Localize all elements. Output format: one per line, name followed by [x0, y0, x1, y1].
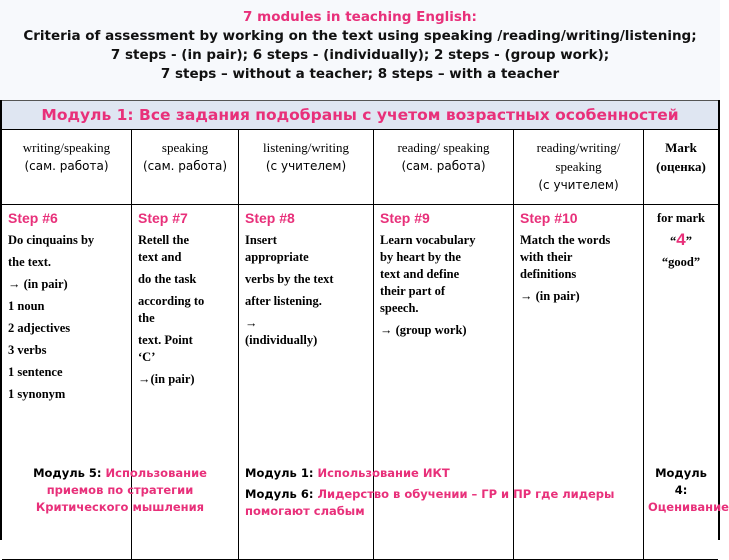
teacher-steps-line: 7 steps – without a teacher; 8 steps – with a teacher: [160, 66, 560, 82]
step-text: (individually): [245, 333, 318, 347]
step-text: →(in pair): [138, 372, 195, 386]
module5-label: Модуль 5:: [33, 466, 102, 480]
step-text: verbs by the text: [245, 272, 334, 286]
criteria-line: Criteria of assessment by working on the text using speaking /reading/writing/listening;: [23, 28, 697, 44]
column-skill: writing/speaking: [22, 140, 111, 155]
module4-label: Модуль 4:: [655, 466, 707, 497]
step-label: Step #8: [245, 210, 295, 226]
criteria-table: [0, 100, 729, 540]
step-text: text. Point: [138, 333, 193, 347]
mark-label: for mark: [656, 211, 706, 225]
column-header-row: [2, 130, 718, 205]
slide-title: 7 modules in teaching English:: [243, 9, 477, 25]
step-text: the: [138, 311, 155, 325]
module4-cell: [644, 459, 729, 540]
column-header: [239, 130, 374, 204]
step-label: Step #10: [520, 210, 578, 226]
steps-grouping-line: 7 steps - (in pair); 6 steps - (individually); 2 steps - (group work);: [110, 47, 610, 63]
module5-cell: [2, 459, 239, 540]
module-title: Модуль 1: Все задания подобраны с учетом возрастных особенностей: [2, 100, 718, 130]
step-text: do the task: [138, 272, 197, 286]
grade-value: 4: [676, 230, 686, 249]
close-quote: ”: [685, 234, 692, 248]
step-text: → (group work): [380, 323, 467, 337]
mark-grade: [644, 231, 718, 250]
column-skill: speaking: [161, 140, 209, 155]
step-text: Insert: [245, 233, 277, 247]
column-header: [2, 130, 132, 204]
step-text: appropriate: [245, 250, 309, 264]
step-text: Match the words: [520, 233, 611, 247]
step-text: definitions: [520, 267, 577, 281]
column-header: [132, 130, 239, 204]
step-label: Step #6: [8, 210, 58, 226]
column-skill-cont: speaking: [555, 159, 602, 174]
column-skill: reading/writing/: [536, 140, 621, 155]
step-text: the text.: [8, 255, 52, 269]
module4-text: Оценивание: [648, 500, 729, 514]
step-text: speech.: [380, 301, 419, 315]
module6-text: Лидерство в обучении – ГР и ПР где лидеры помогают слабым: [245, 487, 615, 518]
column-mode: (с учителем): [265, 159, 347, 173]
module6-label: Модуль 6:: [245, 487, 314, 501]
column-skill: reading/ speaking: [397, 140, 490, 155]
module1-label: Модуль 1:: [245, 466, 314, 480]
step-text: ‘C’: [138, 350, 156, 364]
step-text: Do cinquains by: [8, 233, 95, 247]
modules-row: [2, 459, 729, 540]
step-text: 1 sentence: [8, 365, 63, 379]
step-text: by heart by the: [380, 250, 461, 264]
column-skill: listening/writing: [263, 140, 349, 155]
step-text: →: [245, 316, 258, 330]
step-text: 3 verbs: [8, 343, 47, 357]
step-text: 2 adjectives: [8, 321, 71, 335]
step-text: according to: [138, 294, 205, 308]
open-quote: “: [670, 234, 677, 248]
column-header-mark: [644, 130, 718, 204]
column-header: [374, 130, 514, 204]
module1-text: Использование ИКТ: [317, 466, 450, 480]
step-label: Step #9: [380, 210, 430, 226]
step-text: text and define: [380, 267, 460, 281]
step-text: text and: [138, 250, 182, 264]
step-text: → (in pair): [8, 277, 68, 291]
column-mode: (с учителем): [538, 178, 619, 192]
step-text: after listening.: [245, 294, 322, 308]
column-mode: (сам. работа): [142, 159, 228, 173]
module5-text: Использование приемов по стратегии Критического мышления: [35, 466, 207, 514]
step-text: their part of: [380, 284, 446, 298]
step-text: 1 synonym: [8, 387, 66, 401]
column-mode: (сам. работа): [24, 159, 109, 173]
column-mode: (сам. работа): [401, 159, 486, 173]
step-label: Step #7: [138, 210, 188, 226]
column-mark: Mark: [665, 140, 697, 155]
mark-word: “good”: [661, 255, 701, 269]
column-mark-ru: (оценка): [656, 159, 706, 174]
module1-line: [245, 465, 633, 482]
step-text: with their: [520, 250, 573, 264]
column-header: [514, 130, 644, 204]
module6-line: [245, 486, 633, 520]
module1-6-cell: [239, 459, 644, 540]
step-text: → (in pair): [520, 289, 580, 303]
step-text: Retell the: [138, 233, 190, 247]
step-text: Learn vocabulary: [380, 233, 476, 247]
step-text: 1 noun: [8, 299, 45, 313]
slide-header: [0, 0, 720, 100]
